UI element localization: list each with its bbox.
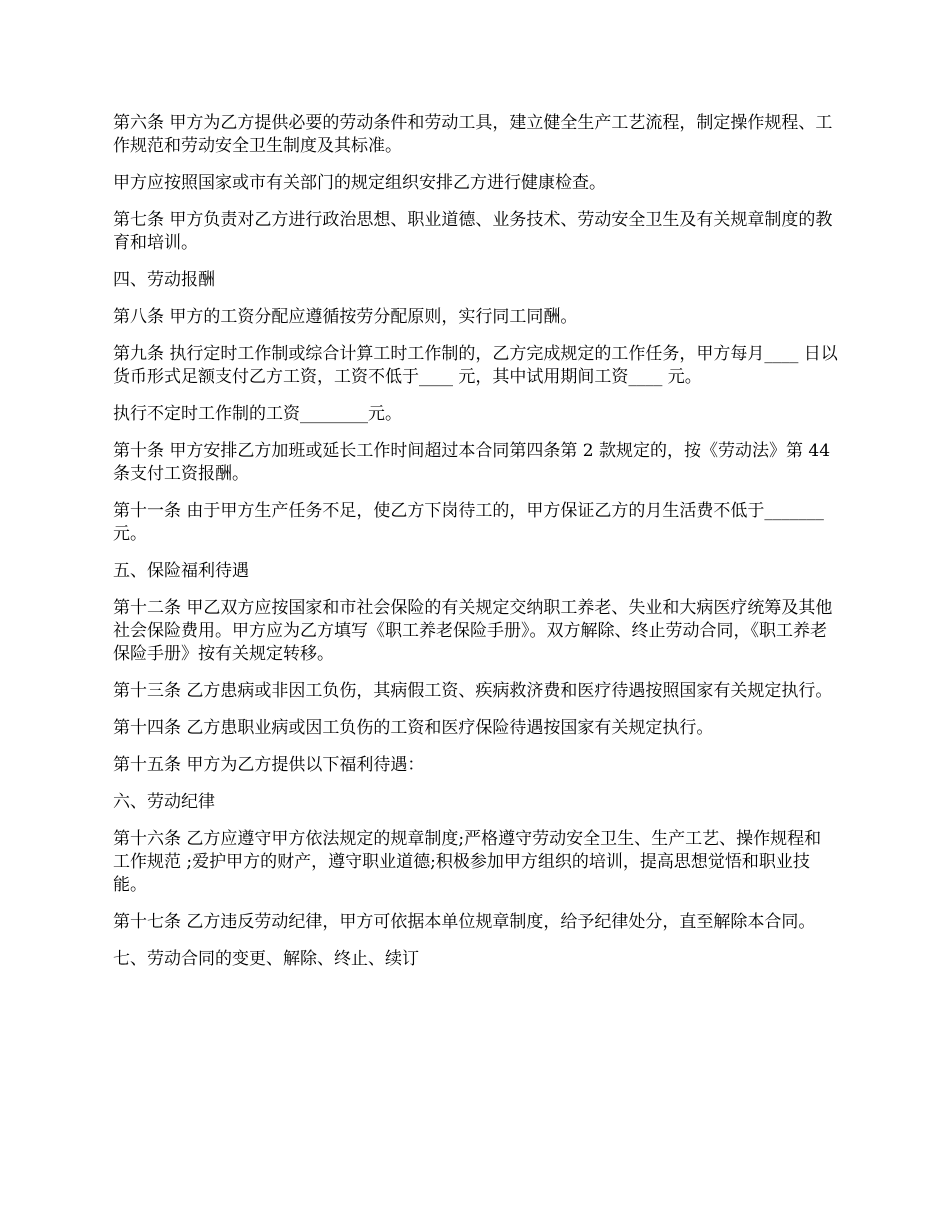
article-15: 第十五条 甲方为乙方提供以下福利待遇： (113, 755, 425, 775)
article-6: 第六条 甲方为乙方提供必要的劳动条件和劳动工具，建立健全生产工艺流程，制定操作规程、工作规范和劳动安全卫生制度及其标准。 (113, 113, 833, 156)
section-heading-insurance: 五、保险福利待遇 (113, 561, 249, 581)
flexible-hours-wage-clause: 执行不定时工作制的工资________元。 (113, 404, 402, 424)
article-8: 第八条 甲方的工资分配应遵循按劳分配原则，实行同工同酬。 (113, 307, 578, 327)
section-heading-contract-changes: 七、劳动合同的变更、解除、终止、续订 (113, 949, 419, 969)
article-7: 第七条 甲方负责对乙方进行政治思想、职业道德、业务技术、劳动安全卫生及有关规章制度的教育和培训。 (113, 210, 833, 253)
section-heading-remuneration: 四、劳动报酬 (113, 270, 215, 290)
article-17: 第十七条 乙方违反劳动纪律，甲方可依据本单位规章制度，给予纪律处分，直至解除本合同。 (113, 912, 816, 932)
section-heading-discipline: 六、劳动纪律 (113, 792, 215, 812)
article-16: 第十六条 乙方应遵守甲方依法规定的规章制度;严格遵守劳动安全卫生、生产工艺、操作规程和工作规范 ;爱护甲方的财产，遵守职业道德;积极参加甲方组织的培训，提高思想觉悟和职业技能。 (113, 829, 822, 895)
article-10: 第十条 甲方安排乙方加班或延长工作时间超过本合同第四条第 2 款规定的，按《劳动法》第 44 条支付工资报酬。 (113, 441, 831, 484)
article-14: 第十四条 乙方患职业病或因工负伤的工资和医疗保险待遇按国家有关规定执行。 (113, 718, 714, 738)
article-13: 第十三条 乙方患病或非因工负伤，其病假工资、疾病救济费和医疗待遇按照国家有关规定执行。 (113, 681, 833, 701)
health-check-clause: 甲方应按照国家或市有关部门的规定组织安排乙方进行健康检查。 (113, 173, 606, 193)
article-12: 第十二条 甲乙双方应按国家和市社会保险的有关规定交纳职工养老、失业和大病医疗统筹及其他社会保险费用。甲方应为乙方填写《职工养老保险手册》。双方解除、终止劳动合同，《职工养老保险手册》按有关规定转移。 (113, 598, 833, 664)
article-9: 第九条 执行定时工作制或综合计算工时工作制的，乙方完成规定的工作任务，甲方每月____ 日以货币形式足额支付乙方工资，工资不低于____ 元，其中试用期间工资____ 元。 (113, 344, 838, 387)
document-body (113, 112, 838, 985)
article-11: 第十一条 由于甲方生产任务不足，使乙方下岗待工的，甲方保证乙方的月生活费不低于_______元。 (113, 501, 824, 544)
